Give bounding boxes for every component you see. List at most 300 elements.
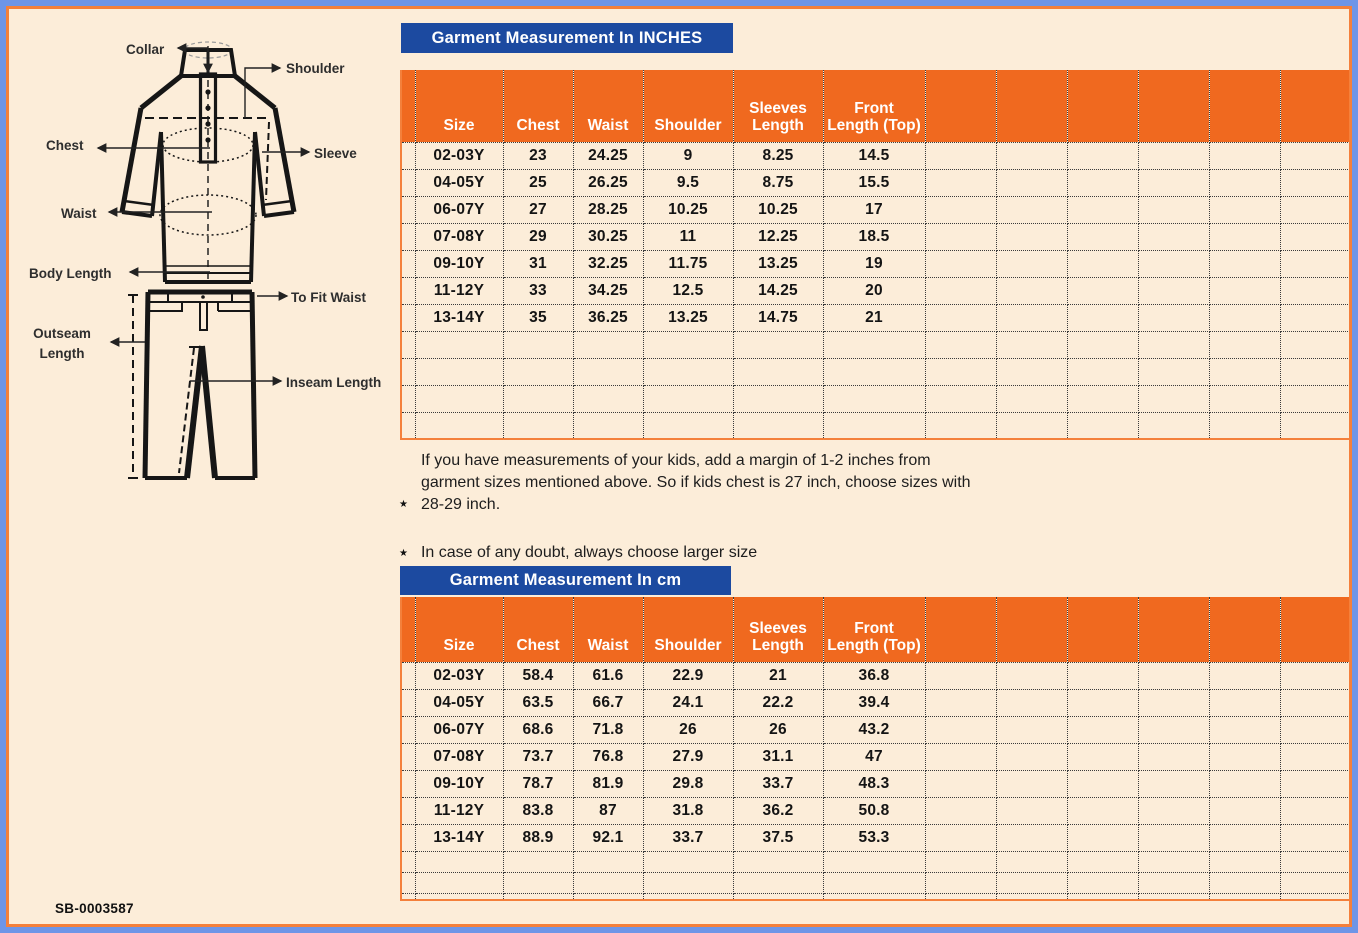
star-bullet-icon: ★ bbox=[399, 499, 408, 511]
measurement-cell: 66.7 bbox=[573, 689, 643, 716]
empty-cell bbox=[733, 412, 823, 439]
empty-cell bbox=[1209, 385, 1280, 412]
kurta-outline bbox=[122, 42, 294, 282]
empty-cell bbox=[1280, 277, 1351, 304]
empty-cell bbox=[1280, 770, 1351, 797]
empty-cell bbox=[573, 412, 643, 439]
empty-column-header bbox=[1280, 597, 1351, 662]
row-pad-cell bbox=[401, 689, 415, 716]
empty-cell bbox=[573, 893, 643, 900]
empty-cell bbox=[1067, 412, 1138, 439]
size-cell: 13-14Y bbox=[415, 304, 503, 331]
empty-cell bbox=[925, 277, 996, 304]
measurement-cell: 68.6 bbox=[503, 716, 573, 743]
row-pad-cell bbox=[401, 250, 415, 277]
empty-cell bbox=[1138, 169, 1209, 196]
measurement-cell: 22.9 bbox=[643, 662, 733, 689]
empty-cell bbox=[401, 893, 415, 900]
pajama-outline bbox=[128, 292, 255, 478]
empty-cell bbox=[415, 872, 503, 893]
size-row bbox=[401, 770, 1351, 797]
empty-cell bbox=[643, 872, 733, 893]
empty-cell bbox=[1209, 824, 1280, 851]
empty-column-header bbox=[925, 70, 996, 142]
measurement-cell: 27 bbox=[503, 196, 573, 223]
empty-cell bbox=[1138, 277, 1209, 304]
empty-cell bbox=[1209, 872, 1280, 893]
empty-cell bbox=[925, 797, 996, 824]
measurement-cell: 9.5 bbox=[643, 169, 733, 196]
size-row bbox=[401, 196, 1351, 223]
size-row bbox=[401, 277, 1351, 304]
note-margin-advice bbox=[399, 450, 977, 515]
empty-cell bbox=[415, 331, 503, 358]
empty-cell bbox=[1138, 743, 1209, 770]
empty-cell bbox=[1280, 304, 1351, 331]
size-row bbox=[401, 689, 1351, 716]
empty-cell bbox=[1280, 142, 1351, 169]
empty-cell bbox=[733, 385, 823, 412]
measurement-cell: 31 bbox=[503, 250, 573, 277]
empty-cell bbox=[1067, 716, 1138, 743]
size-cell: 04-05Y bbox=[415, 169, 503, 196]
empty-cell bbox=[1138, 358, 1209, 385]
empty-cell bbox=[1209, 250, 1280, 277]
empty-cell bbox=[823, 331, 925, 358]
header-pad-cell bbox=[401, 70, 415, 142]
empty-cell bbox=[1067, 689, 1138, 716]
measurement-cell: 47 bbox=[823, 743, 925, 770]
empty-row bbox=[401, 331, 1351, 358]
empty-cell bbox=[996, 223, 1067, 250]
empty-row bbox=[401, 851, 1351, 872]
empty-cell bbox=[925, 872, 996, 893]
measurement-cell: 22.2 bbox=[733, 689, 823, 716]
empty-cell bbox=[1209, 851, 1280, 872]
measurement-cell: 25 bbox=[503, 169, 573, 196]
empty-cell bbox=[996, 142, 1067, 169]
empty-cell bbox=[643, 893, 733, 900]
inseam-length-label: Inseam Length bbox=[286, 375, 382, 390]
empty-cell bbox=[1138, 872, 1209, 893]
measurement-cell: 31.1 bbox=[733, 743, 823, 770]
size-row bbox=[401, 169, 1351, 196]
measurement-cell: 36.2 bbox=[733, 797, 823, 824]
garment-diagram bbox=[0, 0, 400, 500]
empty-column-header bbox=[1280, 70, 1351, 142]
empty-column-header bbox=[1209, 597, 1280, 662]
measurement-cell: 10.25 bbox=[643, 196, 733, 223]
empty-cell bbox=[1209, 304, 1280, 331]
empty-cell bbox=[415, 385, 503, 412]
measurement-cell: 30.25 bbox=[573, 223, 643, 250]
empty-cell bbox=[573, 851, 643, 872]
header-row bbox=[401, 70, 1351, 142]
empty-cell bbox=[1209, 169, 1280, 196]
empty-cell bbox=[996, 331, 1067, 358]
measurement-cell: 29 bbox=[503, 223, 573, 250]
measurement-cell: 78.7 bbox=[503, 770, 573, 797]
empty-cell bbox=[401, 872, 415, 893]
empty-cell bbox=[1209, 142, 1280, 169]
empty-cell bbox=[823, 851, 925, 872]
empty-cell bbox=[1280, 893, 1351, 900]
column-header: Shoulder bbox=[643, 70, 733, 142]
empty-cell bbox=[1280, 412, 1351, 439]
measurement-cell: 61.6 bbox=[573, 662, 643, 689]
empty-cell bbox=[503, 385, 573, 412]
empty-cell bbox=[996, 743, 1067, 770]
measurement-cell: 71.8 bbox=[573, 716, 643, 743]
empty-cell bbox=[573, 872, 643, 893]
column-header: Chest bbox=[503, 597, 573, 662]
empty-cell bbox=[823, 385, 925, 412]
shoulder-label: Shoulder bbox=[286, 61, 345, 76]
row-pad-cell bbox=[401, 169, 415, 196]
measurement-cell: 12.5 bbox=[643, 277, 733, 304]
measurement-cell: 17 bbox=[823, 196, 925, 223]
measurement-cell: 20 bbox=[823, 277, 925, 304]
empty-cell bbox=[1067, 142, 1138, 169]
measurement-cell: 37.5 bbox=[733, 824, 823, 851]
measurement-cell: 11 bbox=[643, 223, 733, 250]
empty-cell bbox=[643, 385, 733, 412]
measurement-cell: 13.25 bbox=[643, 304, 733, 331]
empty-cell bbox=[1067, 851, 1138, 872]
measurement-cell: 23 bbox=[503, 142, 573, 169]
row-pad-cell bbox=[401, 824, 415, 851]
empty-cell bbox=[733, 872, 823, 893]
measurement-cell: 28.25 bbox=[573, 196, 643, 223]
empty-row bbox=[401, 358, 1351, 385]
measurement-cell: 36.25 bbox=[573, 304, 643, 331]
row-pad-cell bbox=[401, 142, 415, 169]
empty-column-header bbox=[1138, 70, 1209, 142]
body-length-label: Body Length bbox=[29, 266, 112, 281]
empty-cell bbox=[1067, 872, 1138, 893]
empty-cell bbox=[1209, 331, 1280, 358]
measurement-cell: 76.8 bbox=[573, 743, 643, 770]
empty-cell bbox=[925, 851, 996, 872]
style-code: SB-0003587 bbox=[55, 901, 134, 916]
empty-cell bbox=[1209, 770, 1280, 797]
empty-cell bbox=[1138, 824, 1209, 851]
row-pad-cell bbox=[401, 277, 415, 304]
measurement-cell: 43.2 bbox=[823, 716, 925, 743]
empty-cell bbox=[1138, 331, 1209, 358]
empty-cell bbox=[1209, 716, 1280, 743]
header-pad-cell bbox=[401, 597, 415, 662]
empty-cell bbox=[1138, 893, 1209, 900]
row-pad-cell bbox=[401, 716, 415, 743]
measurement-cell: 63.5 bbox=[503, 689, 573, 716]
empty-cell bbox=[925, 169, 996, 196]
empty-cell bbox=[1067, 770, 1138, 797]
column-header: Size bbox=[415, 70, 503, 142]
empty-cell bbox=[1138, 196, 1209, 223]
empty-cell bbox=[823, 412, 925, 439]
size-cell: 11-12Y bbox=[415, 277, 503, 304]
star-bullet-icon: ★ bbox=[399, 548, 408, 559]
empty-cell bbox=[1138, 304, 1209, 331]
empty-cell bbox=[1067, 169, 1138, 196]
measurement-cell: 14.5 bbox=[823, 142, 925, 169]
measurement-cell: 24.1 bbox=[643, 689, 733, 716]
column-header: Front Length (Top) bbox=[823, 597, 925, 662]
empty-cell bbox=[415, 893, 503, 900]
empty-cell bbox=[996, 770, 1067, 797]
size-row bbox=[401, 142, 1351, 169]
measurement-cell: 15.5 bbox=[823, 169, 925, 196]
size-cell: 06-07Y bbox=[415, 196, 503, 223]
measurement-cell: 31.8 bbox=[643, 797, 733, 824]
empty-cell bbox=[1209, 223, 1280, 250]
size-row bbox=[401, 716, 1351, 743]
empty-cell bbox=[925, 716, 996, 743]
empty-cell bbox=[996, 277, 1067, 304]
empty-cell bbox=[1280, 689, 1351, 716]
empty-cell bbox=[1209, 358, 1280, 385]
inches-table-title: Garment Measurement In INCHES bbox=[401, 23, 733, 53]
empty-cell bbox=[925, 662, 996, 689]
empty-cell bbox=[1280, 385, 1351, 412]
collar-label: Collar bbox=[126, 42, 165, 57]
measurement-cell: 26 bbox=[733, 716, 823, 743]
empty-cell bbox=[823, 358, 925, 385]
row-pad-cell bbox=[401, 770, 415, 797]
empty-column-header bbox=[1067, 597, 1138, 662]
empty-cell bbox=[503, 358, 573, 385]
empty-cell bbox=[996, 196, 1067, 223]
size-cell: 09-10Y bbox=[415, 250, 503, 277]
size-row bbox=[401, 743, 1351, 770]
size-cell: 13-14Y bbox=[415, 824, 503, 851]
empty-cell bbox=[1138, 385, 1209, 412]
empty-cell bbox=[823, 872, 925, 893]
size-cell: 04-05Y bbox=[415, 689, 503, 716]
empty-cell bbox=[733, 893, 823, 900]
empty-cell bbox=[996, 169, 1067, 196]
empty-cell bbox=[1138, 223, 1209, 250]
empty-cell bbox=[1209, 412, 1280, 439]
empty-cell bbox=[1067, 824, 1138, 851]
empty-cell bbox=[1280, 797, 1351, 824]
measurement-cell: 26 bbox=[643, 716, 733, 743]
empty-cell bbox=[996, 872, 1067, 893]
empty-cell bbox=[1067, 331, 1138, 358]
empty-cell bbox=[1067, 893, 1138, 900]
empty-cell bbox=[1280, 196, 1351, 223]
empty-cell bbox=[503, 893, 573, 900]
empty-cell bbox=[1138, 689, 1209, 716]
row-pad-cell bbox=[401, 196, 415, 223]
empty-cell bbox=[1280, 662, 1351, 689]
column-header: Sleeves Length bbox=[733, 597, 823, 662]
measurement-cell: 88.9 bbox=[503, 824, 573, 851]
empty-cell bbox=[1067, 277, 1138, 304]
column-header: Chest bbox=[503, 70, 573, 142]
to-fit-waist-label: To Fit Waist bbox=[291, 290, 366, 305]
empty-row bbox=[401, 385, 1351, 412]
empty-cell bbox=[996, 716, 1067, 743]
empty-cell bbox=[1209, 797, 1280, 824]
empty-cell bbox=[1280, 716, 1351, 743]
measurement-cell: 24.25 bbox=[573, 142, 643, 169]
empty-cell bbox=[1138, 851, 1209, 872]
empty-cell bbox=[643, 412, 733, 439]
measurement-cell: 50.8 bbox=[823, 797, 925, 824]
measurement-cell: 19 bbox=[823, 250, 925, 277]
empty-cell bbox=[1280, 743, 1351, 770]
measurement-cell: 87 bbox=[573, 797, 643, 824]
empty-column-header bbox=[925, 597, 996, 662]
column-header: Shoulder bbox=[643, 597, 733, 662]
empty-cell bbox=[996, 893, 1067, 900]
row-pad-cell bbox=[401, 743, 415, 770]
empty-cell bbox=[1067, 385, 1138, 412]
empty-cell bbox=[996, 358, 1067, 385]
empty-row bbox=[401, 893, 1351, 900]
empty-cell bbox=[401, 358, 415, 385]
measurement-cell: 8.25 bbox=[733, 142, 823, 169]
empty-cell bbox=[503, 872, 573, 893]
empty-cell bbox=[401, 412, 415, 439]
empty-cell bbox=[1280, 331, 1351, 358]
size-cell: 07-08Y bbox=[415, 743, 503, 770]
measurement-cell: 36.8 bbox=[823, 662, 925, 689]
note-text: If you have measurements of your kids, add a margin of 1-2 inches from garment sizes mentioned above. So if kids chest is 27 inch, choose sizes with 28-29 inch. bbox=[420, 452, 971, 513]
empty-cell bbox=[503, 412, 573, 439]
measurement-cell: 33 bbox=[503, 277, 573, 304]
measurement-cell: 21 bbox=[733, 662, 823, 689]
empty-cell bbox=[925, 196, 996, 223]
garment-outline-drawing bbox=[15, 30, 400, 490]
measurement-cell: 9 bbox=[643, 142, 733, 169]
empty-cell bbox=[415, 358, 503, 385]
measurement-cell: 48.3 bbox=[823, 770, 925, 797]
size-row bbox=[401, 824, 1351, 851]
column-header: Sleeves Length bbox=[733, 70, 823, 142]
empty-cell bbox=[415, 412, 503, 439]
measurement-cell: 12.25 bbox=[733, 223, 823, 250]
inches-table-body bbox=[401, 142, 1351, 439]
size-cell: 11-12Y bbox=[415, 797, 503, 824]
empty-cell bbox=[925, 223, 996, 250]
empty-cell bbox=[1067, 797, 1138, 824]
column-header: Front Length (Top) bbox=[823, 70, 925, 142]
size-row bbox=[401, 250, 1351, 277]
size-cell: 06-07Y bbox=[415, 716, 503, 743]
header-row bbox=[401, 597, 1351, 662]
empty-cell bbox=[733, 358, 823, 385]
empty-cell bbox=[996, 797, 1067, 824]
empty-cell bbox=[1138, 412, 1209, 439]
inches-table-header bbox=[401, 70, 1351, 142]
empty-cell bbox=[1209, 689, 1280, 716]
empty-cell bbox=[925, 770, 996, 797]
empty-cell bbox=[996, 851, 1067, 872]
empty-cell bbox=[996, 824, 1067, 851]
empty-cell bbox=[1067, 304, 1138, 331]
empty-cell bbox=[1209, 662, 1280, 689]
outseam-length-label: Outseam Length bbox=[33, 326, 91, 362]
measurement-cell: 81.9 bbox=[573, 770, 643, 797]
empty-cell bbox=[1280, 223, 1351, 250]
empty-cell bbox=[996, 250, 1067, 277]
empty-cell bbox=[573, 358, 643, 385]
size-cell: 02-03Y bbox=[415, 142, 503, 169]
measurement-cell: 27.9 bbox=[643, 743, 733, 770]
empty-cell bbox=[1280, 872, 1351, 893]
measurement-cell: 18.5 bbox=[823, 223, 925, 250]
cm-table-title: Garment Measurement In cm bbox=[400, 566, 731, 595]
empty-cell bbox=[733, 851, 823, 872]
empty-cell bbox=[1067, 223, 1138, 250]
empty-cell bbox=[1209, 196, 1280, 223]
measurement-cell: 39.4 bbox=[823, 689, 925, 716]
empty-column-header bbox=[1209, 70, 1280, 142]
measurement-cell: 92.1 bbox=[573, 824, 643, 851]
measurement-cell: 26.25 bbox=[573, 169, 643, 196]
row-pad-cell bbox=[401, 797, 415, 824]
empty-cell bbox=[1067, 662, 1138, 689]
column-header: Size bbox=[415, 597, 503, 662]
empty-cell bbox=[996, 412, 1067, 439]
empty-cell bbox=[1067, 743, 1138, 770]
empty-cell bbox=[1280, 250, 1351, 277]
empty-cell bbox=[733, 331, 823, 358]
size-row bbox=[401, 797, 1351, 824]
measurement-cell: 8.75 bbox=[733, 169, 823, 196]
measurement-cell: 33.7 bbox=[643, 824, 733, 851]
empty-cell bbox=[823, 893, 925, 900]
row-pad-cell bbox=[401, 662, 415, 689]
empty-row bbox=[401, 872, 1351, 893]
empty-column-header bbox=[1067, 70, 1138, 142]
measurement-cell: 58.4 bbox=[503, 662, 573, 689]
empty-cell bbox=[643, 331, 733, 358]
measurement-cell: 13.25 bbox=[733, 250, 823, 277]
size-row bbox=[401, 662, 1351, 689]
size-cell: 02-03Y bbox=[415, 662, 503, 689]
empty-cell bbox=[643, 851, 733, 872]
empty-cell bbox=[996, 662, 1067, 689]
empty-cell bbox=[643, 358, 733, 385]
measurement-cell: 29.8 bbox=[643, 770, 733, 797]
empty-column-header bbox=[996, 597, 1067, 662]
measurement-cell: 11.75 bbox=[643, 250, 733, 277]
waist-label: Waist bbox=[61, 206, 97, 221]
empty-cell bbox=[925, 385, 996, 412]
row-pad-cell bbox=[401, 304, 415, 331]
empty-cell bbox=[1280, 824, 1351, 851]
note-text: In case of any doubt, always choose larger size bbox=[420, 544, 758, 562]
measurement-cell: 14.75 bbox=[733, 304, 823, 331]
size-cell: 09-10Y bbox=[415, 770, 503, 797]
measurement-cell: 34.25 bbox=[573, 277, 643, 304]
empty-cell bbox=[1280, 358, 1351, 385]
empty-cell bbox=[1209, 743, 1280, 770]
empty-cell bbox=[925, 689, 996, 716]
empty-cell bbox=[1280, 169, 1351, 196]
empty-cell bbox=[1138, 662, 1209, 689]
empty-cell bbox=[925, 250, 996, 277]
size-row bbox=[401, 304, 1351, 331]
measurement-cell: 53.3 bbox=[823, 824, 925, 851]
empty-cell bbox=[401, 385, 415, 412]
cm-table-body bbox=[401, 662, 1351, 900]
empty-cell bbox=[401, 331, 415, 358]
